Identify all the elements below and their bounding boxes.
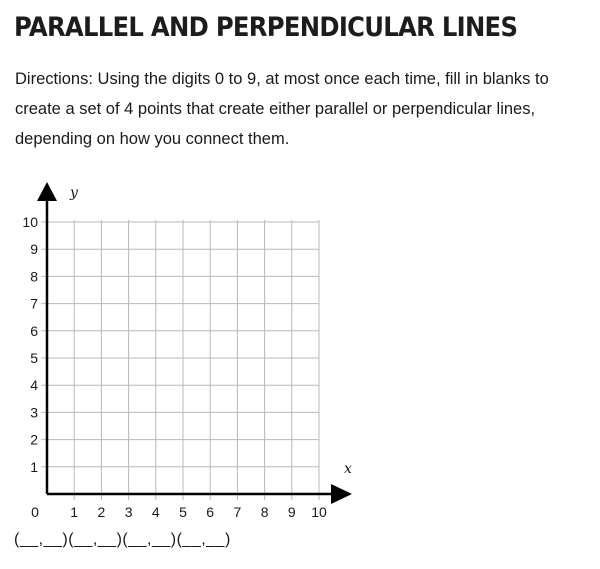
y-tick-label: 9 xyxy=(30,241,38,258)
answer-blanks: (__,__)(__,__)(__,__)(__,__) xyxy=(14,531,231,548)
x-tick-label: 5 xyxy=(179,504,187,520)
x-tick-label: 4 xyxy=(151,504,160,520)
x-axis-arrow xyxy=(331,484,352,504)
x-tick-label: 3 xyxy=(124,504,133,520)
y-tick-label: 3 xyxy=(30,404,38,421)
x-tick-label: 7 xyxy=(233,504,242,520)
y-tick-label: 8 xyxy=(30,268,38,285)
y-tick-label: 2 xyxy=(30,431,38,448)
x-tick-label: 9 xyxy=(287,504,296,520)
x-tick-label: 2 xyxy=(97,504,106,520)
coordinate-grid xyxy=(0,170,600,525)
origin-label: 0 xyxy=(31,504,39,520)
y-axis-label: y xyxy=(70,185,78,201)
y-tick-label: 7 xyxy=(30,295,38,312)
x-tick-label: 8 xyxy=(260,504,269,520)
x-axis-label: x xyxy=(344,461,352,477)
y-tick-label: 1 xyxy=(30,458,38,475)
grid-lines xyxy=(41,220,319,500)
directions-text: Directions: Using the digits 0 to 9, at most once each time, fill in blanks to create a set of 4 points that create either parallel or perpendicular lines, depending on how you connect them. xyxy=(15,70,549,148)
y-tick-label: 6 xyxy=(30,322,38,339)
x-tick-label: 10 xyxy=(311,504,327,520)
worksheet-title: PARALLEL AND PERPENDICULAR LINES xyxy=(14,12,518,43)
y-tick-label: 4 xyxy=(30,377,38,394)
tick-labels xyxy=(22,214,327,520)
x-tick-label: 6 xyxy=(206,504,215,520)
x-tick-label: 1 xyxy=(70,504,79,520)
y-tick-label: 10 xyxy=(22,214,38,230)
y-axis-arrow xyxy=(37,182,57,201)
axes xyxy=(37,182,352,504)
y-tick-label: 5 xyxy=(30,350,38,366)
